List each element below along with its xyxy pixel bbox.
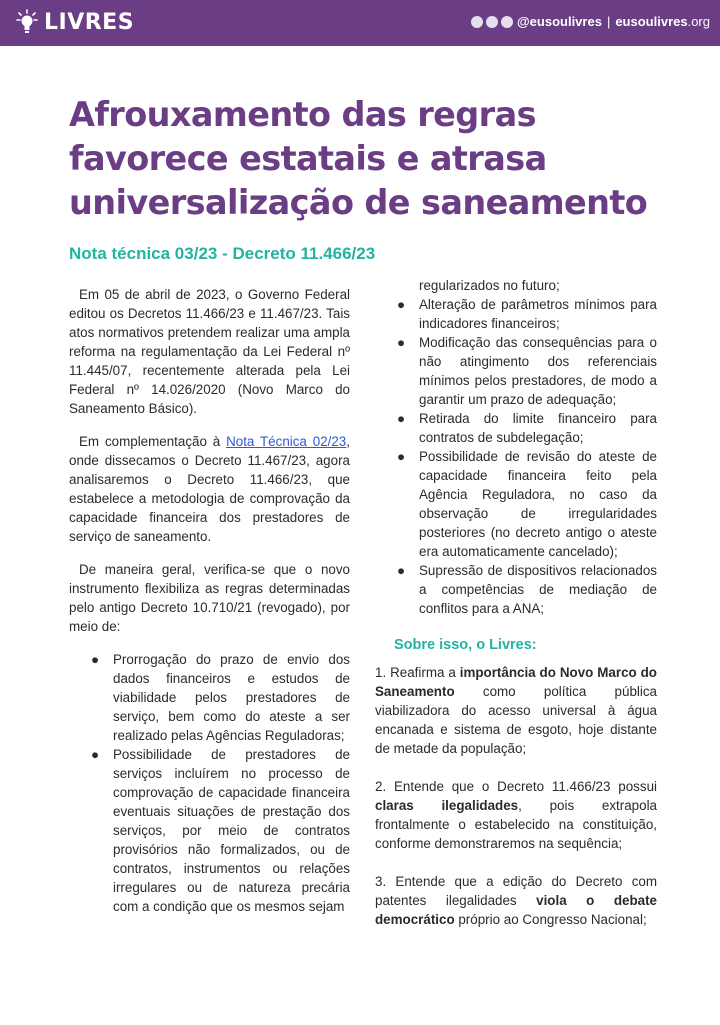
list-item-text: Alteração de parâmetros mínimos para indicadores financeiros;: [419, 297, 657, 331]
bullet-icon: ●: [397, 449, 406, 464]
position-list: [375, 663, 657, 929]
nota-tecnica-link[interactable]: Nota Técnica 02/23: [226, 434, 347, 449]
header-links: [471, 14, 710, 29]
header-bar: [0, 0, 720, 46]
position-emphasis: viola o debate democrático: [375, 893, 657, 927]
facebook-icon[interactable]: [501, 16, 513, 28]
position-item: [375, 663, 657, 758]
section-heading: Sobre isso, o Livres:: [394, 637, 537, 653]
list-item-text: Retirada do limite financeiro para contratos de subdelegação;: [419, 411, 657, 445]
list-item: [397, 333, 657, 409]
list-item-text: regularizados no futuro;: [419, 278, 560, 293]
position-emphasis: importância do Novo Marco do Saneamento: [375, 665, 657, 699]
list-item-text: Modificação das consequências para o não atingimento dos referenciais mínimos pelos prestadores, de modo a garantir um prazo de adequação;: [419, 335, 657, 407]
paragraph-complement: [69, 432, 350, 546]
site-tld: .org: [687, 14, 710, 29]
logo-text: LIVRES: [44, 9, 135, 35]
bullet-icon: ●: [397, 297, 406, 312]
bullet-icon: ●: [91, 652, 100, 667]
list-item: [91, 650, 350, 745]
list-item: [397, 295, 657, 333]
list-item-text: Possibilidade de prestadores de serviços incluírem no processo de comprovação de capacidade financeira eventuais situações de prestação dos serviços, por meio de contratos provisórios não formalizados, ou de contratos, instrumentos ou relações irregulares ou de natureza precária com a condição que os mesmos sejam: [113, 747, 350, 914]
bullet-icon: ●: [397, 563, 406, 578]
paragraph-intro: Em 05 de abril de 2023, o Governo Federal editou os Decretos 11.466/23 e 11.467/23. Tais atos normativos pretendem realizar uma ampla reforma na regulamentação da Lei Federal nº 11.445/07, recentemente alterada pela Lei Federal nº 14.026/2020 (Novo Marco do Saneamento Básico).: [69, 287, 350, 416]
position-text: 3. Entende que a edição do Decreto com patentes ilegalidades: [375, 874, 657, 908]
list-item-text: Possibilidade de revisão do ateste de capacidade financeira feito pela Agência Reguladora, no caso da observação de irregularidades posteriores (no decreto antigo o ateste era automaticamente cancelado);: [419, 449, 657, 559]
position-text: 1. Reafirma a: [375, 665, 460, 680]
header-separator: |: [606, 14, 611, 29]
twitter-icon[interactable]: [471, 16, 483, 28]
list-item-text: Supressão de dispositivos relacionados a competências de mediação de conflitos para a ANA;: [419, 563, 657, 616]
position-text: 2. Entende que o Decreto 11.466/23 possui: [375, 779, 657, 794]
position-text: próprio ao Congresso Nacional;: [454, 912, 647, 927]
right-bullet-list: [397, 276, 657, 618]
bullet-icon: ●: [91, 747, 100, 762]
complement-text-before: Em complementação à: [79, 434, 227, 449]
bullet-icon: ●: [397, 335, 406, 350]
subtitle: Nota técnica 03/23 - Decreto 11.466/23: [69, 244, 376, 263]
left-column: [69, 285, 350, 916]
paragraph-general: De maneira geral, verifica-se que o novo instrumento flexibiliza as regras determinadas pelo antigo Decreto 10.710/21 (revogado), por meio de:: [69, 562, 350, 634]
list-item-continuation: [419, 276, 657, 295]
complement-text-after: , onde dissecamos o Decreto 11.467/23, agora analisaremos o Decreto 11.466/23, que estabelece a metodologia de comprovação da capacidade financeira dos prestadores de serviço de saneamento.: [69, 434, 350, 544]
position-text: como política pública viabilizadora do acesso universal à água encanada e sistema de esgoto, hoje distante de metade da população;: [375, 684, 657, 756]
position-text: , pois extrapola frontalmente o estabelecido na constituição, conforme demonstraremos na sequência;: [375, 798, 657, 851]
left-bullet-list: [91, 650, 350, 916]
list-item: [397, 409, 657, 447]
livres-logo[interactable]: [16, 9, 134, 35]
site-name: eusoulivres: [615, 14, 688, 29]
site-link[interactable]: [615, 14, 710, 29]
right-column: [375, 276, 657, 948]
position-item: [375, 777, 657, 853]
lightbulb-icon: [16, 9, 38, 35]
social-handle[interactable]: @eusoulivres: [517, 14, 602, 29]
list-item: [91, 745, 350, 916]
list-item: [397, 447, 657, 561]
bullet-icon: ●: [397, 411, 406, 426]
page-title: Afrouxamento das regras favorece estatais e atrasa universalização de saneamento: [69, 95, 648, 222]
list-item-text: Prorrogação do prazo de envio dos dados financeiros e estudos de viabilidade pelos prestadores de serviço, bem como do ateste a ser realizado pelas Agências Reguladoras;: [113, 652, 350, 743]
list-item: [397, 561, 657, 618]
instagram-icon[interactable]: [486, 16, 498, 28]
position-item: [375, 872, 657, 929]
position-emphasis: claras ilegalidades: [375, 798, 519, 813]
